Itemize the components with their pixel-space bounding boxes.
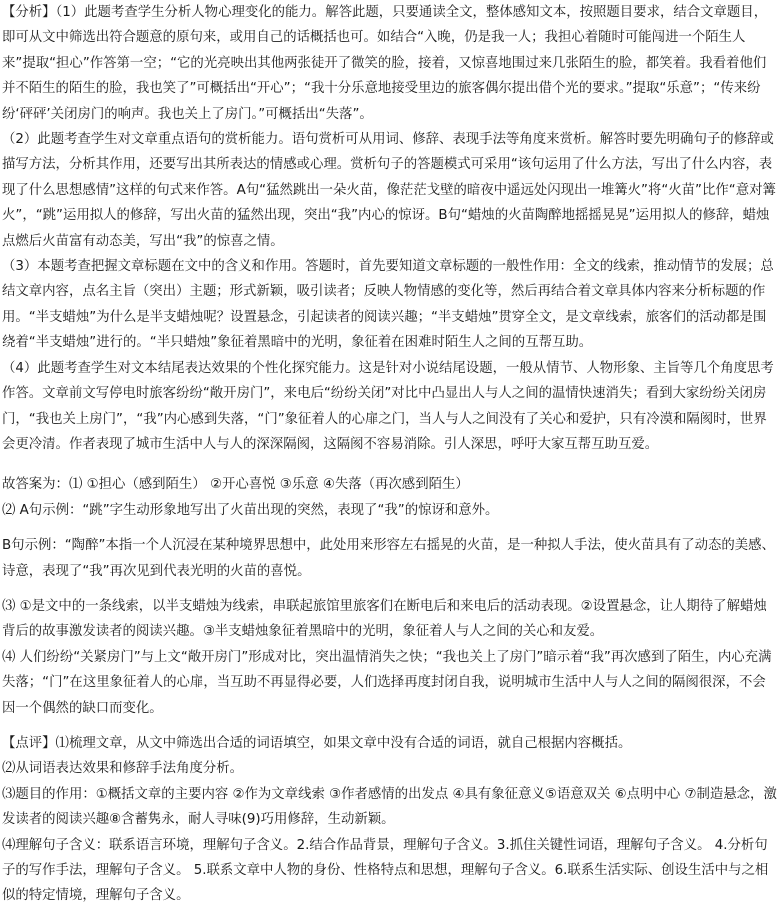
- comment-4: ⑷理解句子含义：联系语言环境，理解句子含义。2.结合作品背景，理解句子含义。3.抓住关键性词语，理解句子含义。 4.分析句子的写作手法，理解句子含义。 5.联系文章中人物的身份、性格特点和思想，理解句子含义。6.联系生活实际、创设生活中与之相似的特定情境，理解句子含义。: [2, 837, 769, 904]
- answer-2a: ⑵ A句示例：“跳”字生动形象地写出了火苗出现的突然，表现了“我”的惊讶和意外。: [2, 502, 499, 518]
- comment-section: [2, 731, 778, 909]
- answers-section: [2, 472, 778, 721]
- comment-2: ⑵从词语表达效果和修辞手法角度分析。: [2, 761, 244, 777]
- spacer: [2, 457, 778, 472]
- spacer: [2, 721, 778, 731]
- analysis-paragraph-3: （3）本题考查把握文章标题在文中的含义和作用。答题时，首先要知道文章标题的一般性作用：全文的线索，推动情节的发展；总结文章内容，点名主旨（突出）主题；形式新颖，吸引读者；反映人物情感的变化等，然后再结合着文章具体内容来分析标题的作用。“半支蜡烛”为什么是半支蜡烛呢？设置悬念，引起读者的阅读兴趣；“半支蜡烛”贯穿全文，是文章线索，旅客们的活动都是围绕着“半支蜡烛”进行的。“半只蜡烛”象征着黑暗中的光明，象征着在困难时陌生人之间的互帮互助。: [2, 259, 774, 351]
- analysis-paragraph-4: （4）此题考查学生对文本结尾表达效果的个性化探究能力。这是针对小说结尾设题，一般从情节、人物形象、主旨等几个角度思考作答。文章前文写停电时旅客纷纷“敞开房门”，来电后“纷纷关闭”对比中凸显出人与人之间的温情快速消失；看到大家纷纷关闭房门，“我也关上房门”，“我”内心感到失落，“门”象征着人的心扉之门，当人与人之间没有了关心和爱护，只有冷漠和隔阂时，世界会更冷清。作者表现了城市生活中人与人的深深隔阂，这隔阂不容易消除。引人深思，呼吁大家互帮互助互爱。: [2, 360, 774, 452]
- analysis-paragraph-1: 【分析】（1）此题考查学生分析人物心理变化的能力。解答此题，只要通读全文，整体感知文本，按照题目要求，结合文章题目，即可从文中筛选出符合题意的原句来，或用自己的话概括也可。如结合“入晚，仍是我一人；我担心着随时可能闯进一个陌生人来”提取“担心”作答第一空；“它的光亮映出其他两张徒开了微笑的脸，接着，又惊喜地围过来几张陌生的脸，都笑着。我看着他们并不陌生的陌生的脸，我也笑了”可概括出“开心”；“我十分乐意地接受里边的旅客偶尔提出借个光的要求。”提取“乐意”；“传来纷纷‘砰砰’关闭房门的响声。我也关上了房门。”可概括出“失落”。: [2, 5, 768, 122]
- answer-2b: B句示例：“陶醉”本指一个人沉浸在某种境界思想中，此处用来形容左右摇晃的火苗，是一种拟人手法，使火苗具有了动态的美感、诗意，表现了“我”再次见到代表光明的火苗的喜悦。: [2, 538, 775, 579]
- analysis-section: [2, 0, 778, 457]
- spacer: [2, 584, 778, 594]
- spacer: [2, 523, 778, 533]
- analysis-paragraph-2: （2）此题考查学生对文章重点语句的赏析能力。语句赏析可从用词、修辞、表现手法等角度来赏析。解答时要先明确句子的修辞或描写方法，分析其作用，还要写出其所表达的情感或心理。赏析句子的答题模式可采用“该句运用了什么方法，写出了什么内容，表现了什么思想感情”这样的句式来作答。A句“猛然跳出一朵火苗，像茫茫戈壁的暗夜中遥远处闪现出一堆篝火”将“火苗”比作“意对篝火”，“跳”运用拟人的修辞，写出火苗的猛然出现，突出“我”内心的惊讶。B句“蜡烛的火苗陶醉地摇摇晃晃”运用拟人的修辞，蜡烛点燃后火苗富有动态美，写出“我”的惊喜之情。: [2, 132, 776, 249]
- comment-3: ⑶题目的作用：①概括文章的主要内容 ②作为文章线索 ③作者感情的出发点 ④具有象征意义⑤语意双关 ⑥点明中心 ⑦制造悬念，激发读者的阅读兴趣⑧含蓄隽永，耐人寻味(9)巧用修辞，生动新颖。: [2, 786, 777, 828]
- answer-1: 故答案为：⑴ ①担心（感到陌生） ②开心喜悦 ③乐意 ④失落（再次感到陌生）: [2, 477, 469, 493]
- answer-4: ⑷ 人们纷纷“关紧房门”与上文“敞开房门”形成对比，突出温情消失之快；“我也关上了房门”暗示着“我”再次感到了陌生，内心充满失落；“门”在这里象征着人的心扉，当互助不再显得必要，人们选择再度封闭自我，说明城市生活中人与人之间的隔阂很深，不会因一个偶然的缺口而变化。: [2, 649, 772, 716]
- answer-3: ⑶ ①是文中的一条线索，以半支蜡烛为线索，串联起旅馆里旅客们在断电后和来电后的活动表现。②设置悬念，让人期待了解蜡烛背后的故事激发读者的阅读兴趣。③半支蜡烛象征着黑暗中的光明，象征着人与人之间的关心和友爱。: [2, 598, 767, 640]
- comment-1: 【点评】⑴梳理文章，从文中筛选出合适的词语填空，如果文章中没有合适的词语，就自己根据内容概括。: [2, 735, 632, 751]
